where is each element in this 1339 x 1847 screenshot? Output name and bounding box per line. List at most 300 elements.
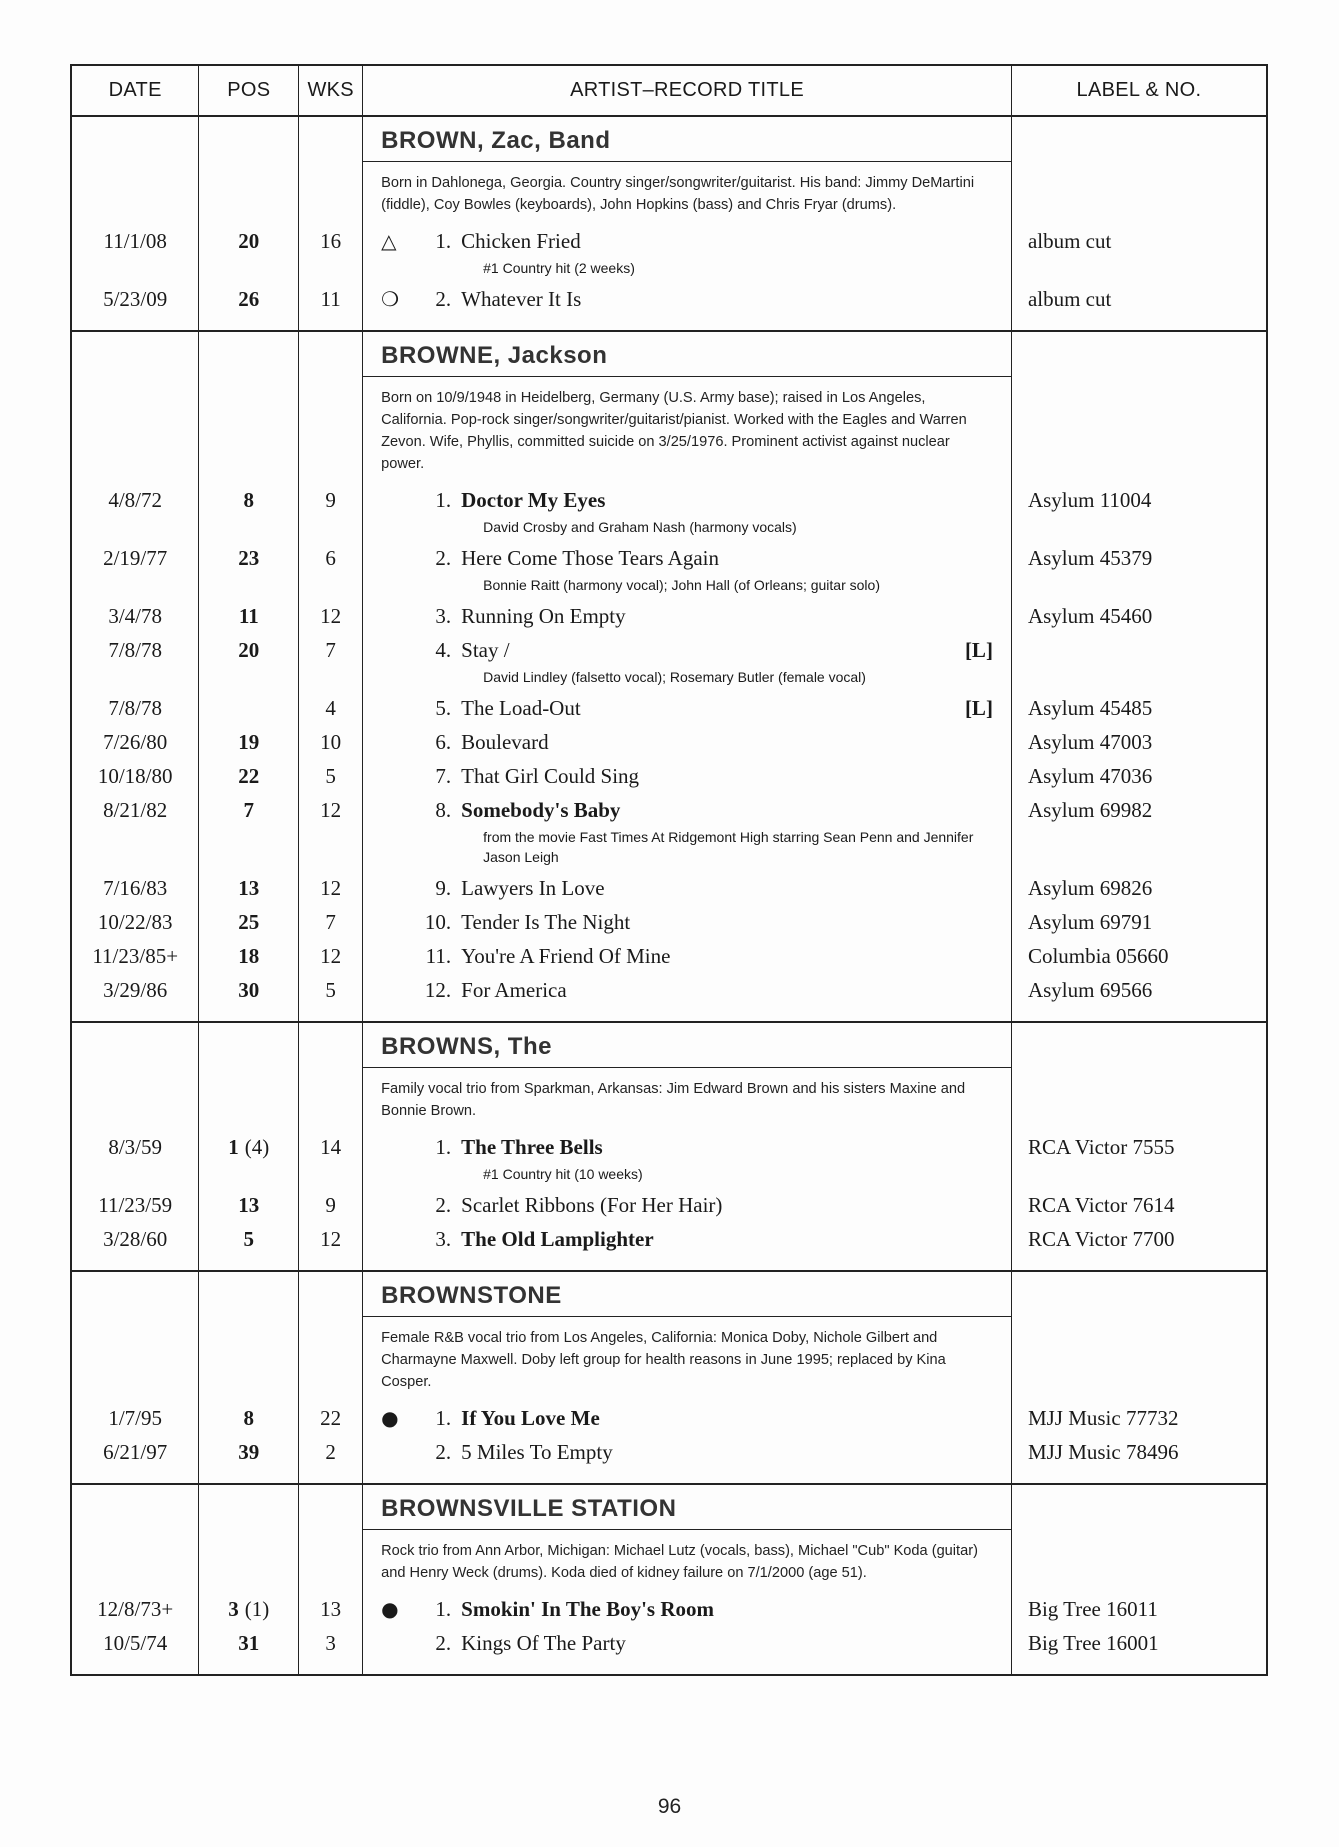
record-row xyxy=(71,224,1267,258)
empty-cell xyxy=(1011,1022,1267,1130)
empty-cell xyxy=(299,1007,363,1022)
section-bottom-padding xyxy=(71,1660,1267,1675)
record-number: 1. xyxy=(435,1406,452,1430)
record-peak-position xyxy=(199,759,299,793)
circle-outline-icon: ❍ xyxy=(381,287,400,311)
record-number: 5. xyxy=(435,696,452,720)
record-number: 3. xyxy=(435,1227,452,1251)
empty-cell xyxy=(71,517,199,541)
record-note: Bonnie Raitt (harmony vocal); John Hall (of Orleans; guitar solo) xyxy=(363,575,1012,599)
empty-cell xyxy=(71,1469,199,1484)
empty-cell xyxy=(71,1007,199,1022)
record-title: The Old Lamplighter xyxy=(461,1227,654,1251)
record-number: 3. xyxy=(435,604,452,628)
record-note-row xyxy=(71,1164,1267,1188)
peak-position-value: 26 xyxy=(238,287,260,311)
record-peak-position xyxy=(199,939,299,973)
peak-position-value: 8 xyxy=(243,1406,255,1430)
record-title: For America xyxy=(461,978,567,1002)
record-weeks-charted: 12 xyxy=(299,793,363,827)
empty-cell xyxy=(299,1271,363,1401)
record-date: 11/23/59 xyxy=(71,1188,199,1222)
record-row xyxy=(71,483,1267,517)
peak-position-value: 23 xyxy=(238,546,260,570)
record-date: 7/26/80 xyxy=(71,725,199,759)
record-label-number: Big Tree 16011 xyxy=(1011,1592,1267,1626)
record-title: Smokin' In The Boy's Room xyxy=(461,1597,714,1621)
record-weeks-charted: 2 xyxy=(299,1435,363,1469)
record-title-cell xyxy=(363,1626,1012,1660)
peak-position-value: 1 xyxy=(228,1135,239,1159)
record-title-cell xyxy=(363,224,1012,258)
record-row xyxy=(71,282,1267,316)
peak-position-value: 8 xyxy=(243,488,255,512)
record-date: 4/8/72 xyxy=(71,483,199,517)
artist-header-row xyxy=(71,331,1267,483)
empty-cell xyxy=(1011,1271,1267,1401)
record-number: 1. xyxy=(435,1135,452,1159)
record-weeks-charted: 4 xyxy=(299,691,363,725)
record-peak-position xyxy=(199,691,299,725)
record-title: The Load-Out xyxy=(461,696,581,720)
artist-name: BROWN, Zac, Band xyxy=(363,117,1011,162)
record-number: 11. xyxy=(425,944,452,968)
record-weeks-charted: 7 xyxy=(299,905,363,939)
record-peak-position xyxy=(199,1130,299,1164)
empty-cell xyxy=(299,1660,363,1675)
artist-info-cell xyxy=(363,1271,1012,1401)
empty-cell xyxy=(199,1007,299,1022)
record-number: 10. xyxy=(424,910,452,934)
header-wks: WKS xyxy=(299,65,363,116)
record-title: Stay / xyxy=(461,638,510,662)
empty-cell xyxy=(71,1271,199,1401)
triangle-icon: △ xyxy=(381,229,397,253)
record-note: from the movie Fast Times At Ridgemont High starring Sean Penn and Jennifer Jason Leigh xyxy=(363,827,1012,871)
record-label-number: Asylum 11004 xyxy=(1011,483,1267,517)
artist-bio: Born on 10/9/1948 in Heidelberg, Germany (U.S. Army base); raised in Los Angeles, California. Pop-rock singer/songwriter/guitarist/pianist. Worked with the Eagles and Warren Zevon. Wife, Phyllis, committed suicide on 3/25/1976. Prominent activist against nuclear power. xyxy=(381,390,967,472)
record-title: Whatever It Is xyxy=(461,287,582,311)
artist-info-cell xyxy=(363,1484,1012,1592)
empty-cell xyxy=(1011,575,1267,599)
record-title-cell xyxy=(363,541,1012,575)
record-row xyxy=(71,633,1267,667)
record-number: 9. xyxy=(435,876,452,900)
record-row xyxy=(71,1222,1267,1256)
record-peak-position xyxy=(199,1592,299,1626)
record-number: 2. xyxy=(435,1440,452,1464)
empty-cell xyxy=(1011,116,1267,224)
page-number: 96 xyxy=(657,1795,682,1818)
empty-cell xyxy=(363,1660,1012,1675)
empty-cell xyxy=(199,1469,299,1484)
record-date: 3/4/78 xyxy=(71,599,199,633)
record-row xyxy=(71,793,1267,827)
record-label-number: MJJ Music 77732 xyxy=(1011,1401,1267,1435)
peak-position-value: 11 xyxy=(238,604,259,628)
record-title-cell xyxy=(363,483,1012,517)
empty-cell xyxy=(1011,331,1267,483)
record-number: 6. xyxy=(435,730,452,754)
record-label-number: Columbia 05660 xyxy=(1011,939,1267,973)
empty-cell xyxy=(1011,1484,1267,1592)
record-peak-position xyxy=(199,633,299,667)
chart-history-table xyxy=(70,64,1268,1676)
empty-cell xyxy=(199,1022,299,1130)
record-peak-position xyxy=(199,1435,299,1469)
record-number: 7. xyxy=(435,764,452,788)
record-weeks-charted: 9 xyxy=(299,1188,363,1222)
record-note-row xyxy=(71,575,1267,599)
empty-cell xyxy=(363,1007,1012,1022)
record-weeks-charted: 7 xyxy=(299,633,363,667)
record-number: 2. xyxy=(435,546,452,570)
record-row xyxy=(71,905,1267,939)
record-row xyxy=(71,1592,1267,1626)
empty-cell xyxy=(199,116,299,224)
empty-cell xyxy=(1011,316,1267,331)
header-pos: POS xyxy=(199,65,299,116)
empty-cell xyxy=(299,827,363,871)
peak-position-value: 3 xyxy=(228,1597,239,1621)
record-weeks-charted: 5 xyxy=(299,973,363,1007)
record-label-number: album cut xyxy=(1011,224,1267,258)
empty-cell xyxy=(299,1469,363,1484)
table-header-row xyxy=(71,65,1267,116)
empty-cell xyxy=(71,827,199,871)
record-date: 5/23/09 xyxy=(71,282,199,316)
record-date: 6/21/97 xyxy=(71,1435,199,1469)
record-date: 11/1/08 xyxy=(71,224,199,258)
artist-header-row xyxy=(71,1271,1267,1401)
record-peak-position xyxy=(199,1222,299,1256)
record-date: 10/22/83 xyxy=(71,905,199,939)
record-number: 2. xyxy=(435,287,452,311)
empty-cell xyxy=(299,116,363,224)
empty-cell xyxy=(71,116,199,224)
live-flag: [L] xyxy=(964,696,993,720)
empty-cell xyxy=(199,1271,299,1401)
record-title-cell xyxy=(363,282,1012,316)
empty-cell xyxy=(71,258,199,282)
record-weeks-charted: 6 xyxy=(299,541,363,575)
artist-bio: Female R&B vocal trio from Los Angeles, California: Monica Doby, Nichole Gilbert and Charmayne Maxwell. Doby left group for health reasons in June 1995; replaced by Kina Cosper. xyxy=(381,1330,946,1390)
artist-name: BROWNSVILLE STATION xyxy=(363,1485,1011,1530)
record-row xyxy=(71,973,1267,1007)
record-title: Chicken Fried xyxy=(461,229,581,253)
record-note: #1 Country hit (2 weeks) xyxy=(363,258,1012,282)
live-flag: [L] xyxy=(964,638,993,662)
empty-cell xyxy=(71,667,199,691)
header-artist-record-title: ARTIST–RECORD TITLE xyxy=(363,65,1012,116)
record-label-number: MJJ Music 78496 xyxy=(1011,1435,1267,1469)
record-date: 7/16/83 xyxy=(71,871,199,905)
record-note: David Lindley (falsetto vocal); Rosemary Butler (female vocal) xyxy=(363,667,1012,691)
record-weeks-charted: 12 xyxy=(299,1222,363,1256)
artist-header-row xyxy=(71,1022,1267,1130)
empty-cell xyxy=(299,1256,363,1271)
record-peak-position xyxy=(199,793,299,827)
empty-cell xyxy=(199,667,299,691)
empty-cell xyxy=(71,1484,199,1592)
record-row xyxy=(71,1401,1267,1435)
record-title-cell xyxy=(363,1435,1012,1469)
peak-position-value: 7 xyxy=(243,798,255,822)
record-label-number: Asylum 45485 xyxy=(1011,691,1267,725)
record-peak-position xyxy=(199,871,299,905)
empty-cell xyxy=(299,1164,363,1188)
record-weeks-charted: 13 xyxy=(299,1592,363,1626)
empty-cell xyxy=(199,1256,299,1271)
record-label-number: Asylum 45460 xyxy=(1011,599,1267,633)
empty-cell xyxy=(71,1660,199,1675)
record-title-cell xyxy=(363,633,1012,667)
record-peak-position xyxy=(199,599,299,633)
record-title: Running On Empty xyxy=(461,604,626,628)
empty-cell xyxy=(299,258,363,282)
record-title-cell xyxy=(363,599,1012,633)
artist-name: BROWNSTONE xyxy=(363,1272,1011,1317)
record-weeks-charted: 12 xyxy=(299,939,363,973)
record-label-number: RCA Victor 7555 xyxy=(1011,1130,1267,1164)
artist-info-cell xyxy=(363,116,1012,224)
record-weeks-charted: 9 xyxy=(299,483,363,517)
record-title: The Three Bells xyxy=(461,1135,603,1159)
record-peak-position xyxy=(199,905,299,939)
record-note-row xyxy=(71,827,1267,871)
record-row xyxy=(71,871,1267,905)
empty-cell xyxy=(71,331,199,483)
record-label-number xyxy=(1011,633,1267,667)
record-title: Tender Is The Night xyxy=(461,910,631,934)
record-date: 7/8/78 xyxy=(71,691,199,725)
empty-cell xyxy=(71,1256,199,1271)
artist-info-cell xyxy=(363,331,1012,483)
peak-position-value: 22 xyxy=(238,764,260,788)
record-weeks-charted: 10 xyxy=(299,725,363,759)
record-title: Here Come Those Tears Again xyxy=(461,546,719,570)
artist-bio: Rock trio from Ann Arbor, Michigan: Michael Lutz (vocals, bass), Michael "Cub" Koda (guitar) and Henry Weck (drums). Koda died of kidney failure on 7/1/2000 (age 51). xyxy=(381,1543,978,1581)
record-row xyxy=(71,1130,1267,1164)
header-date: DATE xyxy=(71,65,199,116)
record-title-cell xyxy=(363,1130,1012,1164)
section-bottom-padding xyxy=(71,1007,1267,1022)
empty-cell xyxy=(363,1256,1012,1271)
record-note-row xyxy=(71,667,1267,691)
record-label-number: Big Tree 16001 xyxy=(1011,1626,1267,1660)
peak-position-value: 5 xyxy=(243,1227,255,1251)
empty-cell xyxy=(299,667,363,691)
record-title-cell xyxy=(363,905,1012,939)
record-peak-position xyxy=(199,973,299,1007)
record-title: Scarlet Ribbons (For Her Hair) xyxy=(461,1193,723,1217)
artist-header-row xyxy=(71,1484,1267,1592)
record-number: 2. xyxy=(435,1631,452,1655)
record-label-number: Asylum 69982 xyxy=(1011,793,1267,827)
empty-cell xyxy=(1011,1660,1267,1675)
record-title: That Girl Could Sing xyxy=(461,764,640,788)
record-title-cell xyxy=(363,759,1012,793)
record-row xyxy=(71,1435,1267,1469)
record-peak-position xyxy=(199,1401,299,1435)
empty-cell xyxy=(199,575,299,599)
record-label-number: RCA Victor 7700 xyxy=(1011,1222,1267,1256)
empty-cell xyxy=(1011,258,1267,282)
peak-position-value: 18 xyxy=(238,944,260,968)
record-note: David Crosby and Graham Nash (harmony vocals) xyxy=(363,517,1012,541)
record-title-cell xyxy=(363,725,1012,759)
artist-section xyxy=(71,116,1267,331)
empty-cell xyxy=(71,1022,199,1130)
empty-cell xyxy=(299,331,363,483)
peak-position-value: 20 xyxy=(238,638,260,662)
record-peak-position xyxy=(199,224,299,258)
empty-cell xyxy=(199,1164,299,1188)
empty-cell xyxy=(299,517,363,541)
empty-cell xyxy=(363,1469,1012,1484)
record-date: 2/19/77 xyxy=(71,541,199,575)
empty-cell xyxy=(71,575,199,599)
record-title-cell xyxy=(363,1222,1012,1256)
record-number: 1. xyxy=(435,488,452,512)
record-date: 3/28/60 xyxy=(71,1222,199,1256)
record-title: Somebody's Baby xyxy=(461,798,621,822)
record-row xyxy=(71,725,1267,759)
record-number: 1. xyxy=(435,1597,452,1621)
record-row xyxy=(71,541,1267,575)
record-title-cell xyxy=(363,793,1012,827)
empty-cell xyxy=(1011,1256,1267,1271)
peak-position-value: 13 xyxy=(238,1193,260,1217)
record-weeks-charted: 16 xyxy=(299,224,363,258)
record-label-number: Asylum 45379 xyxy=(1011,541,1267,575)
record-weeks-charted: 12 xyxy=(299,871,363,905)
record-label-number: Asylum 47036 xyxy=(1011,759,1267,793)
header-label-and-number: LABEL & NO. xyxy=(1011,65,1267,116)
empty-cell xyxy=(1011,667,1267,691)
record-weeks-charted: 14 xyxy=(299,1130,363,1164)
record-label-number: album cut xyxy=(1011,282,1267,316)
record-weeks-charted: 11 xyxy=(299,282,363,316)
empty-cell xyxy=(71,1164,199,1188)
record-date: 10/5/74 xyxy=(71,1626,199,1660)
peak-position-value: 25 xyxy=(238,910,260,934)
record-weeks-charted: 3 xyxy=(299,1626,363,1660)
weeks-at-peak: (4) xyxy=(244,1135,270,1159)
record-row xyxy=(71,939,1267,973)
record-peak-position xyxy=(199,1188,299,1222)
artist-bio: Born in Dahlonega, Georgia. Country singer/songwriter/guitarist. His band: Jimmy DeMartini (fiddle), Coy Bowles (keyboards), John Hopkins (bass) and Chris Fryar (drums). xyxy=(381,175,975,213)
record-weeks-charted: 12 xyxy=(299,599,363,633)
empty-cell xyxy=(199,331,299,483)
peak-position-value: 19 xyxy=(238,730,260,754)
record-weeks-charted: 5 xyxy=(299,759,363,793)
record-row xyxy=(71,691,1267,725)
empty-cell xyxy=(199,517,299,541)
record-title: You're A Friend Of Mine xyxy=(461,944,671,968)
peak-position-value: 31 xyxy=(238,1631,260,1655)
record-peak-position xyxy=(199,1626,299,1660)
empty-cell xyxy=(199,316,299,331)
record-title-cell xyxy=(363,1188,1012,1222)
empty-cell xyxy=(299,316,363,331)
record-title-cell xyxy=(363,973,1012,1007)
artist-section xyxy=(71,1484,1267,1675)
record-date: 7/8/78 xyxy=(71,633,199,667)
record-title-cell xyxy=(363,871,1012,905)
record-number: 8. xyxy=(435,798,452,822)
record-row xyxy=(71,1626,1267,1660)
section-bottom-padding xyxy=(71,1469,1267,1484)
record-date: 3/29/86 xyxy=(71,973,199,1007)
record-weeks-charted: 22 xyxy=(299,1401,363,1435)
artist-bio: Family vocal trio from Sparkman, Arkansas: Jim Edward Brown and his sisters Maxine and Bonnie Brown. xyxy=(381,1081,966,1119)
record-label-number: Asylum 69791 xyxy=(1011,905,1267,939)
peak-position-value: 39 xyxy=(238,1440,260,1464)
weeks-at-peak: (1) xyxy=(244,1597,270,1621)
record-row xyxy=(71,759,1267,793)
record-peak-position xyxy=(199,541,299,575)
filled-dot-icon: ● xyxy=(381,1597,399,1621)
record-title-cell xyxy=(363,1592,1012,1626)
empty-cell xyxy=(299,1022,363,1130)
record-row xyxy=(71,1188,1267,1222)
empty-cell xyxy=(199,827,299,871)
record-date: 8/21/82 xyxy=(71,793,199,827)
record-note: #1 Country hit (10 weeks) xyxy=(363,1164,1012,1188)
record-date: 12/8/73+ xyxy=(71,1592,199,1626)
peak-position-value: 30 xyxy=(238,978,260,1002)
record-date: 11/23/85+ xyxy=(71,939,199,973)
peak-position-value: 20 xyxy=(238,229,260,253)
filled-dot-icon: ● xyxy=(381,1406,399,1430)
record-title: 5 Miles To Empty xyxy=(461,1440,613,1464)
record-peak-position xyxy=(199,725,299,759)
record-date: 1/7/95 xyxy=(71,1401,199,1435)
empty-cell xyxy=(199,258,299,282)
empty-cell xyxy=(199,1484,299,1592)
artist-header-row xyxy=(71,116,1267,224)
empty-cell xyxy=(1011,1007,1267,1022)
artist-section xyxy=(71,1271,1267,1484)
record-title-cell xyxy=(363,691,1012,725)
artist-name: BROWNE, Jackson xyxy=(363,332,1011,377)
record-title: Doctor My Eyes xyxy=(461,488,606,512)
record-note-row xyxy=(71,258,1267,282)
record-number: 2. xyxy=(435,1193,452,1217)
record-number: 1. xyxy=(435,229,452,253)
record-label-number: Asylum 69826 xyxy=(1011,871,1267,905)
empty-cell xyxy=(1011,827,1267,871)
artist-name: BROWNS, The xyxy=(363,1023,1011,1068)
record-title: Boulevard xyxy=(461,730,549,754)
empty-cell xyxy=(299,1484,363,1592)
artist-info-cell xyxy=(363,1022,1012,1130)
record-note-row xyxy=(71,517,1267,541)
record-title: Lawyers In Love xyxy=(461,876,605,900)
record-date: 8/3/59 xyxy=(71,1130,199,1164)
record-label-number: Asylum 69566 xyxy=(1011,973,1267,1007)
empty-cell xyxy=(71,316,199,331)
empty-cell xyxy=(1011,517,1267,541)
section-bottom-padding xyxy=(71,316,1267,331)
record-row xyxy=(71,599,1267,633)
empty-cell xyxy=(363,316,1012,331)
record-title: If You Love Me xyxy=(461,1406,600,1430)
empty-cell xyxy=(299,575,363,599)
peak-position-value: 13 xyxy=(238,876,260,900)
empty-cell xyxy=(1011,1469,1267,1484)
